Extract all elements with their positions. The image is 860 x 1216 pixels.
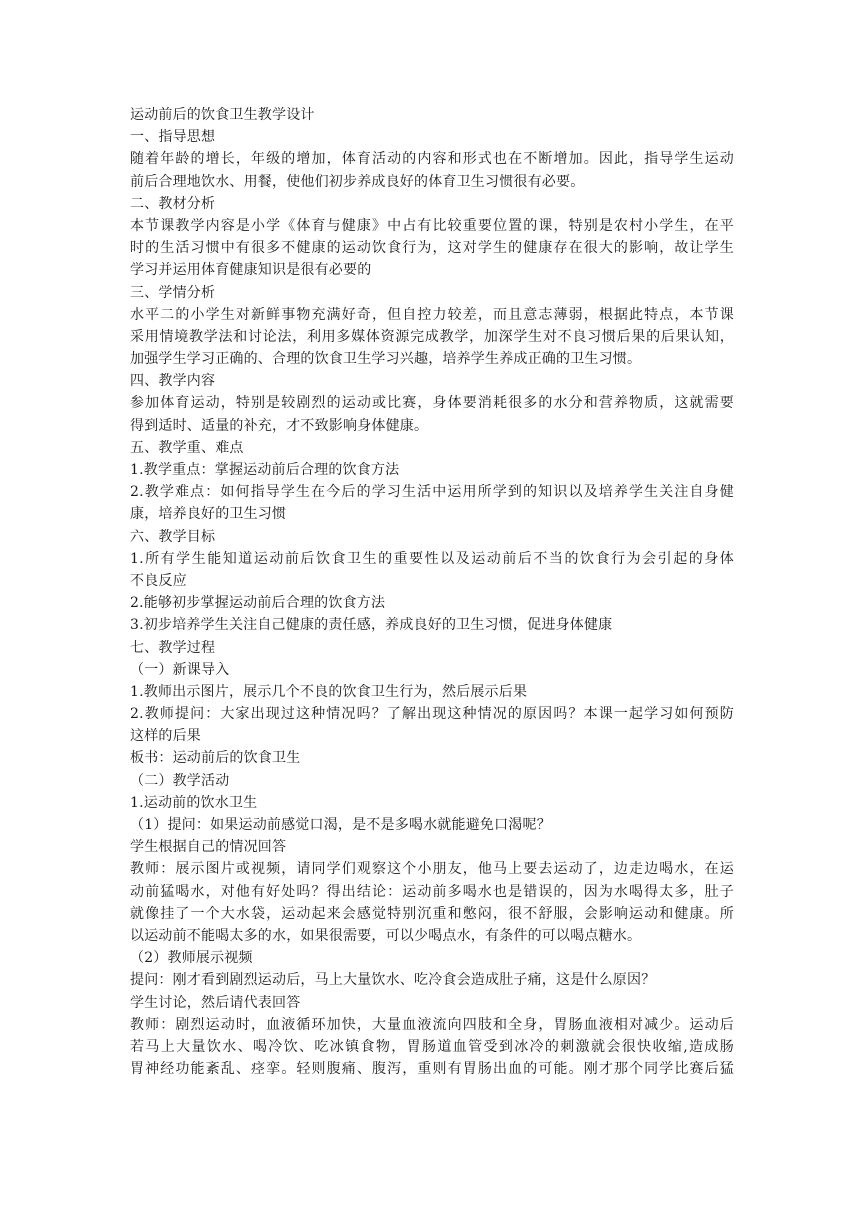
paragraph-line: 学生讨论，然后请代表回答 <box>130 994 301 1011</box>
paragraph-line: 参加体育运动，特别是较剧烈的运动或比赛，身体要消耗很多的水分和营养物质，这就需要 <box>130 395 734 412</box>
paragraph-line: 学生根据自己的情况回答 <box>130 839 287 856</box>
paragraph-line: 若马上大量饮水、喝冷饮、吃冰镇食物，胃肠道血管受到冰冷的刺激就会很快收缩,造成肠 <box>130 1038 734 1055</box>
list-item: 1.教师出示图片，展示几个不良的饮食卫生行为，然后展示后果 <box>130 683 528 700</box>
document-title: 运动前后的饮食卫生教学设计 <box>130 107 315 123</box>
paragraph-line: 随着年龄的增长，年级的增加，体育活动的内容和形式也在不断增加。因此，指导学生运动 <box>130 151 734 168</box>
section-heading-teaching-process: 七、教学过程 <box>130 639 216 656</box>
paragraph-line: 得到适时、适量的补充，才不致影响身体健康。 <box>130 417 429 434</box>
paragraph-line: （1）提问：如果运动前感觉口渴，是不是多喝水就能避免口渴呢？ <box>130 817 551 833</box>
section-heading-guiding-thought: 一、指导思想 <box>130 129 216 146</box>
paragraph-line: 板书：运动前后的饮食卫生 <box>130 750 301 767</box>
list-item: 1.所有学生能知道运动前后饮食卫生的重要性以及运动前后不当的饮食行为会引起的身体 <box>130 550 734 567</box>
list-item-continuation: 这样的后果 <box>130 728 201 745</box>
list-item: 2.教学难点：如何指导学生在今后的学习生活中运用所学到的知识以及培养学生关注自身健 <box>130 484 734 501</box>
document-page <box>130 104 734 1080</box>
subsection-heading-teaching-activities: （二）教学活动 <box>130 772 230 789</box>
list-item: 3.初步培养学生关注自己健康的责任感，养成良好的卫生习惯，促进身体健康 <box>130 617 613 634</box>
list-item: 1.教学重点：掌握运动前后合理的饮食方法 <box>130 462 400 478</box>
paragraph-line: 加强学生学习正确的、合理的饮食卫生学习兴趣，培养学生养成正确的卫生习惯。 <box>130 351 642 368</box>
paragraph-line: 教师：展示图片或视频，请同学们观察这个小朋友，他马上要去运动了，边走边喝水，在运 <box>130 861 734 878</box>
paragraph-line: 前后合理地饮水、用餐，使他们初步养成良好的体育卫生习惯很有必要。 <box>130 173 585 190</box>
paragraph-line: 本节课教学内容是小学《体育与健康》中占有比较重要位置的课，特别是农村小学生，在平 <box>130 217 734 234</box>
list-item: 2.能够初步掌握运动前后合理的饮食方法 <box>130 595 386 612</box>
paragraph-line: （2）教师展示视频 <box>130 950 253 967</box>
section-heading-key-difficult-points: 五、教学重、难点 <box>130 439 244 456</box>
section-heading-textbook-analysis: 二、教材分析 <box>130 195 216 212</box>
paragraph-line: 就像挂了一个大水袋，运动起来会感觉特别沉重和憋闷，很不舒服，会影响运动和健康。所 <box>130 905 734 922</box>
subsection-heading-introduction: （一）新课导入 <box>130 661 230 678</box>
list-item-continuation: 不良反应 <box>130 572 187 589</box>
paragraph-line: 时的生活习惯中有很多不健康的运动饮食行为，这对学生的健康存在很大的影响，故让学生 <box>130 240 734 257</box>
section-heading-student-analysis: 三、学情分析 <box>130 284 216 301</box>
section-heading-teaching-objectives: 六、教学目标 <box>130 528 216 545</box>
list-item-continuation: 康，培养良好的卫生习惯 <box>130 506 287 523</box>
paragraph-line: 提问：刚才看到剧烈运动后，马上大量饮水、吃冷食会造成肚子痛，这是什么原因？ <box>130 972 656 989</box>
paragraph-line: 以运动前不能喝太多的水，如果很需要，可以少喝点水，有条件的可以喝点糖水。 <box>130 927 642 944</box>
paragraph-line: 教师：剧烈运动时，血液循环加快，大量血液流向四肢和全身，胃肠血液相对减少。运动后 <box>130 1016 734 1033</box>
paragraph-line: 胃神经功能紊乱、痉挛。轻则腹痛、腹泻，重则有胃肠出血的可能。刚才那个同学比赛后猛 <box>130 1061 734 1078</box>
paragraph-line: 学习并运用体育健康知识是很有必要的 <box>130 262 372 279</box>
paragraph-line: 采用情境教学法和讨论法，利用多媒体资源完成教学，加深学生对不良习惯后果的后果认知， <box>130 328 734 345</box>
list-item: 1.运动前的饮水卫生 <box>130 794 258 811</box>
section-heading-teaching-content: 四、教学内容 <box>130 373 216 390</box>
paragraph-line: 水平二的小学生对新鲜事物充满好奇，但自控力较差，而且意志薄弱，根据此特点，本节课 <box>130 306 734 323</box>
list-item: 2.教师提问：大家出现过这种情况吗？了解出现这种情况的原因吗？本课一起学习如何预防 <box>130 706 734 723</box>
paragraph-line: 动前猛喝水，对他有好处吗？得出结论：运动前多喝水也是错误的，因为水喝得太多，肚子 <box>130 883 734 900</box>
